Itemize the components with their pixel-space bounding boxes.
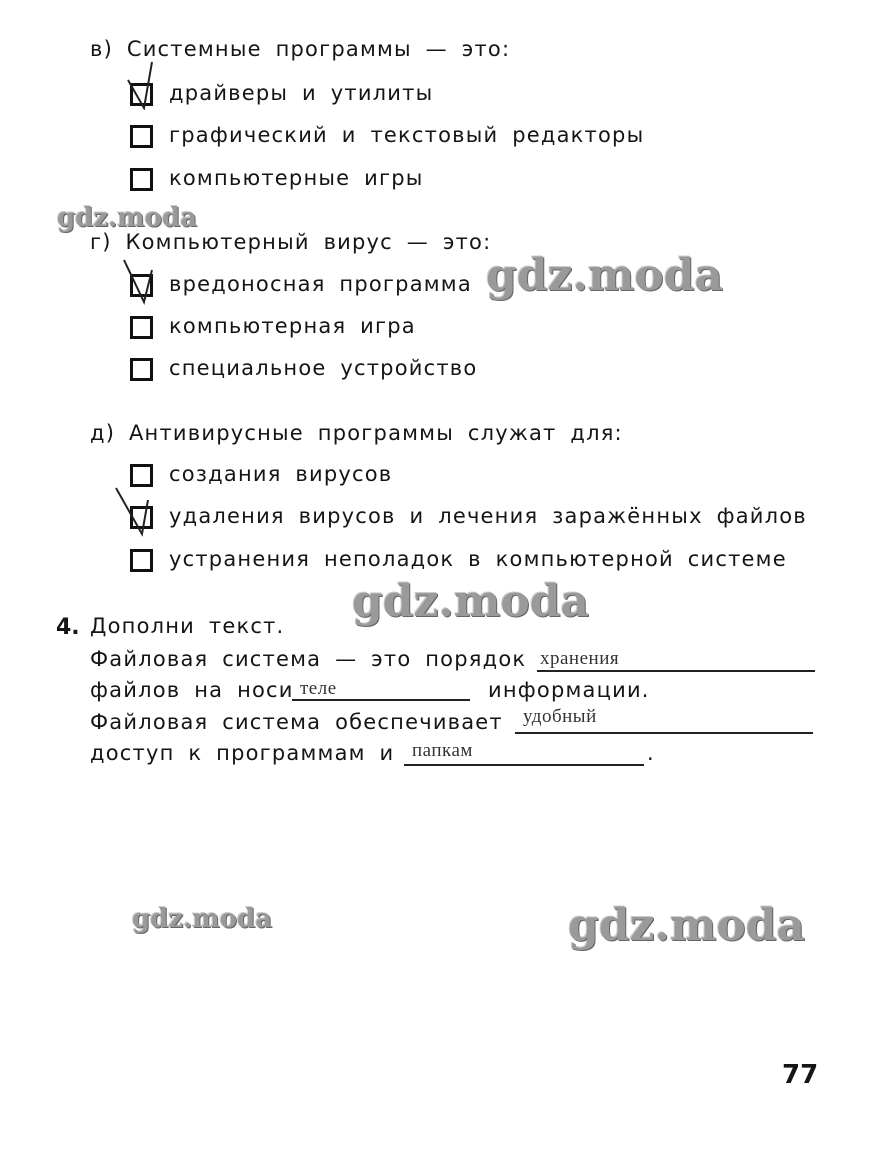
page-number: 77 <box>782 1060 819 1090</box>
answer-4: папкам <box>412 740 473 761</box>
answer-1: хранения <box>540 648 620 669</box>
watermark: gdz.moda <box>352 576 590 627</box>
option-g-3: специальное устройство <box>169 356 478 380</box>
task-title: Дополни текст. <box>90 614 285 638</box>
text-line-4-end: . <box>647 741 655 765</box>
checkbox-v-3[interactable] <box>130 168 153 191</box>
option-d-1: создания вирусов <box>169 462 393 486</box>
watermark: gdz.moda <box>568 900 806 951</box>
checkbox-d-3[interactable] <box>130 549 153 572</box>
answer-2: теле <box>300 678 337 699</box>
option-g-1: вредоносная программа <box>169 272 472 296</box>
checkbox-v-1[interactable] <box>130 83 153 106</box>
checkbox-v-2[interactable] <box>130 125 153 148</box>
watermark: gdz.moda <box>57 203 198 233</box>
text-line-2a: файлов на носи <box>90 678 294 702</box>
checkbox-g-1[interactable] <box>130 274 153 297</box>
checkbox-d-2[interactable] <box>130 506 153 529</box>
checkbox-d-1[interactable] <box>130 464 153 487</box>
watermark: gdz.moda <box>132 904 273 934</box>
option-v-1: драйверы и утилиты <box>169 81 434 105</box>
text-line-1: Файловая система — это порядок <box>90 647 527 671</box>
text-line-3: Файловая система обеспечивает <box>90 710 503 734</box>
checkbox-g-2[interactable] <box>130 316 153 339</box>
text-line-2b: информации. <box>488 678 650 702</box>
question-g: г) Компьютерный вирус — это: <box>90 230 492 254</box>
question-v: в) Системные программы — это: <box>90 37 511 61</box>
option-v-2: графический и текстовый редакторы <box>169 123 645 147</box>
text-line-4: доступ к программам и <box>90 741 395 765</box>
task-number: 4. <box>56 615 80 640</box>
option-v-3: компьютерные игры <box>169 166 424 190</box>
answer-3: удобный <box>523 706 597 727</box>
question-d: д) Антивирусные программы служат для: <box>90 421 623 445</box>
option-d-3: устранения неполадок в компьютерной системе <box>169 547 787 571</box>
watermark: gdz.moda <box>486 250 724 301</box>
option-g-2: компьютерная игра <box>169 314 416 338</box>
option-d-2: удаления вирусов и лечения заражённых файлов <box>169 504 807 528</box>
checkbox-g-3[interactable] <box>130 358 153 381</box>
